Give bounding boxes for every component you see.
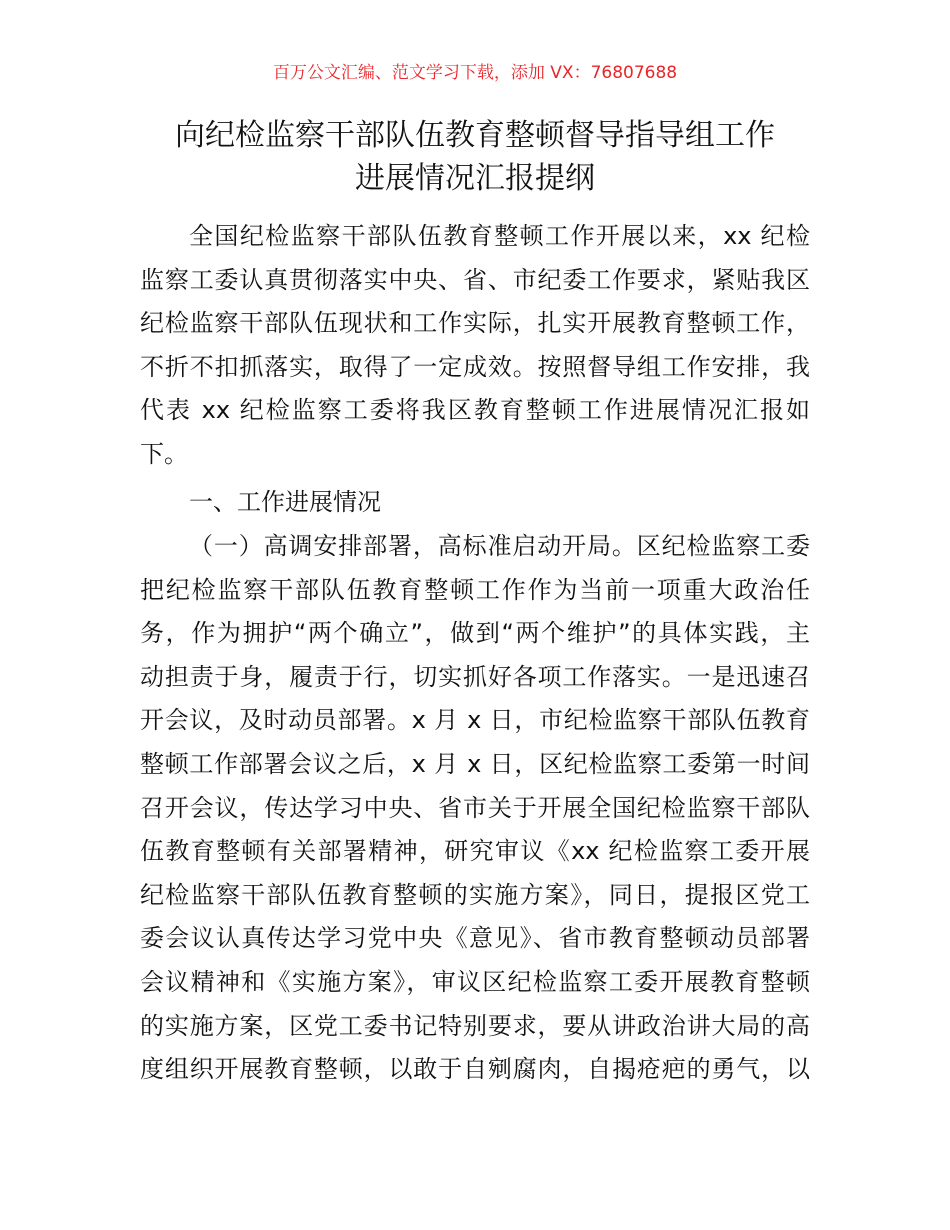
text-line: 召开会议，传达学习中央、省市关于开展全国纪检监察干部队 — [140, 793, 810, 822]
text-line: （一）高调安排部署，高标准启动开局。区纪检监察工委 — [189, 532, 810, 560]
text-line: 的实施方案，区党工委书记特别要求，要从讲政治讲大局的高 — [140, 1011, 810, 1040]
text-line: 委会议认真传达学习党中央《意见》、省市教育整顿动员部署 — [140, 924, 810, 953]
text-line: 把纪检监察干部队伍教育整顿工作作为当前一项重大政治任 — [140, 575, 810, 604]
text-line: 务，作为拥护“两个确立”，做到“两个维护”的具体实践，主 — [140, 619, 810, 648]
text-line: 下。 — [140, 439, 188, 468]
text-line: 度组织开展教育整顿，以敢于自剜腐肉，自揭疮疤的勇气，以 — [140, 1055, 810, 1084]
text-line: 纪检监察干部队伍现状和工作实际，扎实开展教育整顿工作， — [140, 309, 810, 338]
text-line: 整顿工作部署会议之后，x 月 x 日，区纪检监察工委第一时间 — [140, 749, 810, 778]
title-line: 进展情况汇报提纲 — [355, 161, 595, 196]
section-heading — [140, 481, 810, 525]
text-line: 动担责于身，履责于行，切实抓好各项工作落实。一是迅速召 — [140, 662, 810, 691]
section-paragraph — [140, 525, 810, 1092]
text-line: 纪检监察干部队伍教育整顿的实施方案》，同日，提报区党工 — [140, 880, 810, 909]
section-heading-text: 一、工作进展情况 — [189, 488, 381, 516]
text-line: 不折不扣抓落实，取得了一定成效。按照督导组工作安排，我 — [140, 352, 810, 381]
title-line: 向纪检监察干部队伍教育整顿督导指导组工作 — [175, 118, 775, 153]
text-line: 代表 xx 纪检监察工委将我区教育整顿工作进展情况汇报如 — [140, 396, 810, 425]
intro-paragraph — [140, 215, 810, 477]
text-line: 全国纪检监察干部队伍教育整顿工作开展以来，xx 纪检 — [189, 222, 810, 250]
text-line: 会议精神和《实施方案》，审议区纪检监察工委开展教育整顿 — [140, 967, 810, 996]
text-line: 伍教育整顿有关部署精神，研究审议《xx 纪检监察工委开展 — [140, 837, 810, 866]
text-line: 监察工委认真贯彻落实中央、省、市纪委工作要求，紧贴我区 — [140, 265, 810, 294]
watermark-banner: 百万公文汇编、范文学习下载，添加 VX：76807688 — [272, 63, 678, 83]
text-line: 开会议，及时动员部署。x 月 x 日，市纪检监察干部队伍教育 — [140, 706, 810, 735]
document-title — [140, 114, 810, 200]
